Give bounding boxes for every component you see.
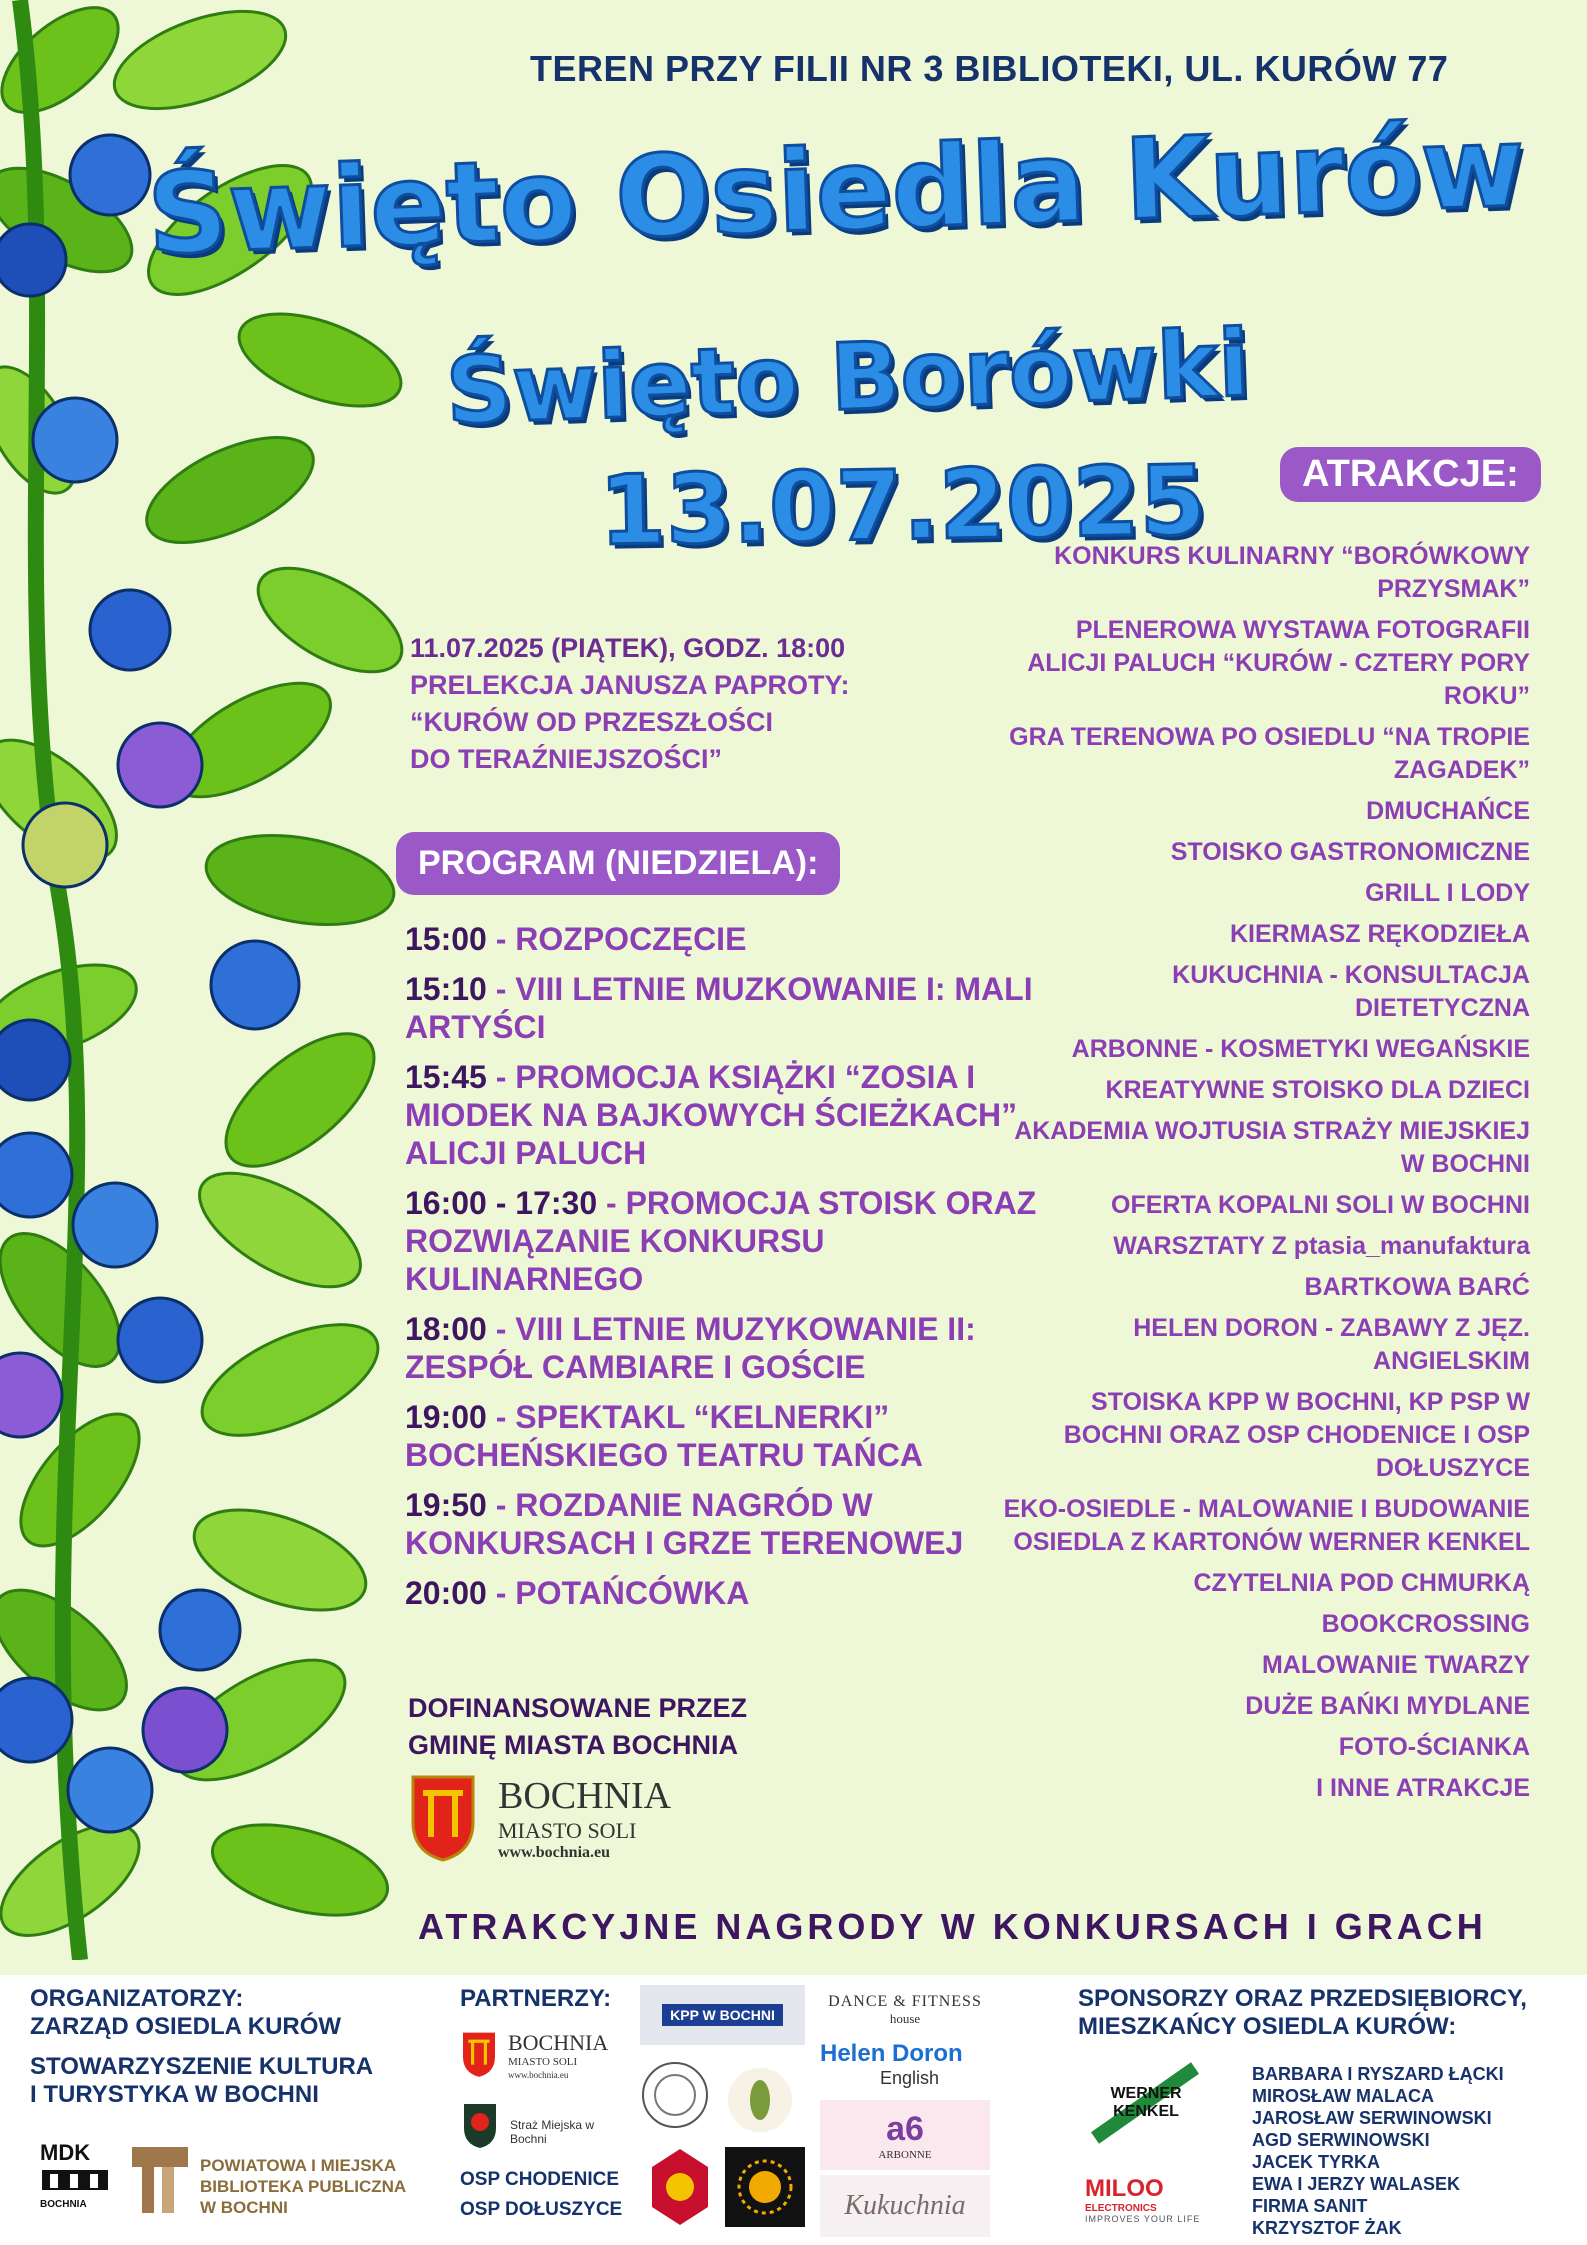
- sponsor-name: BARBARA I RYSZARD ŁĄCKI: [1252, 2064, 1504, 2084]
- program-text: - ROZDANIE NAGRÓD W KONKURSACH I GRZE TERENOWEJ: [405, 1487, 964, 1561]
- organizer-name: ZARZĄD OSIEDLA KURÓW: [30, 2013, 342, 2040]
- program-time: 15:10: [405, 971, 487, 1007]
- funding-note: [408, 1690, 747, 1764]
- program-time: 20:00: [405, 1575, 487, 1611]
- organizers-block: [30, 1985, 373, 2109]
- venue-address: TEREN PRZY FILII NR 3 BIBLIOTEKI, UL. KURÓW 77: [530, 48, 1449, 89]
- program-item: [405, 1574, 1045, 1612]
- program-item: [405, 1486, 1045, 1562]
- osp-name: OSP DOŁUSZYCE: [460, 2199, 623, 2220]
- attraction-item: BARTKOWA BARĆ: [1304, 1273, 1530, 1301]
- attraction-item: I INNE ATRAKCJE: [1316, 1774, 1530, 1802]
- event-title: Święto Osiedla Kurów: [145, 102, 1527, 280]
- partner-bochnia-logo: [460, 2030, 630, 2085]
- attraction-item: AKADEMIA WOJTUSIA STRAŻY MIEJSKIEJ W BOCHNI: [1014, 1117, 1530, 1178]
- kukuchnia-name: Kukuchnia: [844, 2190, 966, 2221]
- attraction-item: KONKURS KULINARNY “BORÓWKOWY PRZYSMAK”: [1054, 542, 1530, 603]
- sponsors-heading-line: SPONSORZY ORAZ PRZEDSIĘBIORCY,: [1078, 1985, 1527, 2012]
- dance-fitness-logo: [820, 1993, 990, 2027]
- dance-fitness-sub: house: [889, 2011, 921, 2026]
- dance-fitness-name: DANCE & FITNESS: [828, 1993, 982, 2010]
- program-item: [405, 1184, 1045, 1298]
- organizer-name: STOWARZYSZENIE KULTURA: [30, 2053, 374, 2080]
- program-text: - PROMOCJA KSIĄŻKI “ZOSIA I MIODEK NA BAJKOWYCH ŚCIEŻKACH” ALICJI PALUCH: [405, 1059, 1018, 1171]
- program-time: 15:45: [405, 1059, 487, 1095]
- sponsor-name: JAROSŁAW SERWINOWSKI: [1252, 2108, 1492, 2128]
- sponsor-name: MIROSŁAW MALACA: [1252, 2086, 1434, 2106]
- partner-bochnia-name: BOCHNIA: [508, 2030, 609, 2055]
- attraction-item: EKO-OSIEDLE - MALOWANIE I BUDOWANIE OSIEDLA Z KARTONÓW WERNER KENKEL: [1003, 1495, 1530, 1556]
- arbonne-logo: [820, 2100, 990, 2170]
- sponsors-heading-line: MIESZKAŃCY OSIEDLA KURÓW:: [1078, 2013, 1457, 2040]
- library-logo-icon: [130, 2145, 190, 2215]
- attraction-item: PLENEROWA WYSTAWA FOTOGRAFII ALICJI PALUCH “KURÓW - CZTERY PORY ROKU”: [1027, 616, 1530, 710]
- program-text: - PROMOCJA STOISK ORAZ ROZWIĄZANIE KONKURSU KULINARNEGO: [405, 1185, 1037, 1297]
- partner-bochnia-url: www.bochnia.eu: [508, 2070, 569, 2080]
- prizes-banner: ATRAKCYJNE NAGRODY W KONKURSACH I GRACH: [418, 1906, 1487, 1947]
- attraction-item: HELEN DORON - ZABAWY Z JĘZ. ANGIELSKIM: [1133, 1314, 1530, 1375]
- osp-name: OSP CHODENICE: [460, 2169, 620, 2190]
- osp-block: [460, 2165, 622, 2225]
- attraction-item: STOISKA KPP W BOCHNI, KP PSP W BOCHNI ORAZ OSP CHODENICE I OSP DOŁUSZYCE: [1063, 1388, 1530, 1482]
- arbonne-mark: a6: [886, 2109, 924, 2148]
- attractions-list: [1000, 540, 1530, 1813]
- prelude-date: 11.07.2025 (PIĄTEK), GODZ. 18:00: [410, 633, 846, 663]
- bochnia-crest-icon: [408, 1772, 478, 1862]
- program-text: - VIII LETNIE MUZKOWANIE I: MALI ARTYŚCI: [405, 971, 1033, 1045]
- psp-fire-emblem-icon: [648, 2147, 712, 2227]
- helen-doron-sub: English: [880, 2068, 940, 2088]
- program-item: [405, 1398, 1045, 1474]
- attraction-item: KIERMASZ RĘKODZIEŁA: [1230, 920, 1530, 948]
- program-list: [405, 920, 1045, 1624]
- miloo-tagline: IMPROVES YOUR LIFE: [1085, 2214, 1201, 2224]
- partner-bochnia-sub: MIASTO SOLI: [508, 2056, 578, 2068]
- miloo-sub: ELECTRONICS: [1085, 2203, 1157, 2214]
- footer: [0, 1975, 1587, 2245]
- program-time: 19:00: [405, 1399, 487, 1435]
- program-time: 19:50: [405, 1487, 487, 1523]
- attraction-item: WARSZTATY Z ptasia_manufaktura: [1113, 1232, 1530, 1260]
- werner-kenkel-name: WERNER KENKEL: [1110, 2085, 1182, 2120]
- mdk-logo-sub: BOCHNIA: [40, 2199, 87, 2210]
- attraction-item: FOTO-ŚCIANKA: [1338, 1733, 1530, 1761]
- mdk-building-icon: [40, 2166, 110, 2194]
- attraction-item: CZYTELNIA POD CHMURKĄ: [1193, 1569, 1530, 1597]
- attraction-item: BOOKCROSSING: [1321, 1610, 1530, 1638]
- kpp-logo: [640, 1985, 805, 2045]
- funding-line: DOFINANSOWANE PRZEZ: [408, 1693, 748, 1723]
- attraction-item: STOISKO GASTRONOMICZNE: [1170, 838, 1530, 866]
- sponsor-name: EWA I JERZY WALASEK: [1252, 2174, 1461, 2194]
- program-item: [405, 920, 1045, 958]
- event-subtitle: Święto Borówki: [444, 310, 1252, 445]
- program-text: - SPEKTAKL “KELNERKI” BOCHEŃSKIEGO TEATRU TAŃCA: [405, 1399, 923, 1473]
- sponsors-list: [1252, 2063, 1504, 2239]
- program-item: [405, 970, 1045, 1046]
- attraction-item: DUŻE BAŃKI MYDLANE: [1245, 1692, 1530, 1720]
- program-item: [405, 1310, 1045, 1386]
- bochnia-logo-sub: MIASTO SOLI: [498, 1818, 637, 1843]
- attraction-item: KREATYWNE STOISKO DLA DZIECI: [1105, 1076, 1530, 1104]
- werner-kenkel-logo: [1080, 2055, 1210, 2150]
- prelude-line: “KURÓW OD PRZESZŁOŚCI: [410, 707, 773, 737]
- mdk-logo-text: MDK: [40, 2140, 91, 2165]
- bochnia-logo: [408, 1772, 728, 1862]
- organizer-name: I TURYSTYKA W BOCHNI: [30, 2081, 319, 2108]
- program-heading: PROGRAM (NIEDZIELA):: [396, 832, 840, 895]
- attractions-heading: ATRAKCJE:: [1280, 447, 1541, 502]
- organizers-heading: ORGANIZATORZY:: [30, 1985, 244, 2012]
- prelude-block: [410, 630, 850, 778]
- library-line: POWIATOWA I MIEJSKA: [200, 2156, 397, 2175]
- blueberry-vine-illustration: [0, 0, 440, 1960]
- bochnia-logo-name: BOCHNIA: [498, 1775, 672, 1817]
- bartkowa-barc-logo: [725, 2147, 805, 2227]
- miloo-name: MILOO: [1085, 2175, 1164, 2202]
- kpp-text: KPP W BOCHNI: [662, 2004, 783, 2026]
- kp-psp-emblem-icon: [640, 2060, 710, 2130]
- funding-line: GMINĘ MIASTA BOCHNIA: [408, 1730, 738, 1760]
- program-time: 15:00: [405, 921, 487, 957]
- attraction-item: ARBONNE - KOSMETYKI WEGAŃSKIE: [1071, 1035, 1530, 1063]
- attraction-item: OFERTA KOPALNI SOLI W BOCHNI: [1111, 1191, 1530, 1219]
- library-line: BIBLIOTEKA PUBLICZNA: [200, 2177, 407, 2196]
- sponsor-name: FIRMA SANIT: [1252, 2196, 1368, 2216]
- sponsor-name: AGD SERWINOWSKI: [1252, 2130, 1430, 2150]
- program-item: [405, 1058, 1045, 1172]
- program-text: - POTAŃCÓWKA: [486, 1575, 750, 1611]
- prelude-line: DO TERAŹNIEJSZOŚCI”: [410, 744, 723, 774]
- leaf-icon: [725, 2065, 795, 2135]
- attraction-item: KUKUCHNIA - KONSULTACJA DIETETYCZNA: [1172, 961, 1530, 1022]
- bochnia-crest-icon: [460, 2030, 498, 2078]
- miloo-logo: [1085, 2175, 1225, 2224]
- ziolowa-logo: [720, 2060, 800, 2140]
- bochnia-logo-url: www.bochnia.eu: [498, 1844, 611, 1861]
- attraction-item: GRILL I LODY: [1365, 879, 1530, 907]
- library-line: W BOCHNI: [200, 2198, 288, 2217]
- attraction-item: GRA TERENOWA PO OSIEDLU “NA TROPIE ZAGADEK”: [1009, 723, 1530, 784]
- sponsors-heading: [1078, 1985, 1527, 2041]
- prelude-line: PRELEKCJA JANUSZA PAPROTY:: [410, 670, 850, 700]
- program-text: - VIII LETNIE MUZYKOWANIE II: ZESPÓŁ CAMBIARE I GOŚCIE: [405, 1311, 976, 1385]
- program-time: 16:00 - 17:30: [405, 1185, 598, 1221]
- straz-name: Straż Miejska w Bochni: [510, 2118, 595, 2146]
- sponsor-name: JACEK TYRKA: [1252, 2152, 1381, 2172]
- arbonne-name: ARBONNE: [878, 2148, 932, 2161]
- straz-logo: [460, 2100, 630, 2155]
- mdk-logo: [40, 2140, 120, 2210]
- helen-doron-logo: [820, 2040, 990, 2089]
- attraction-item: MALOWANIE TWARZY: [1261, 1651, 1530, 1679]
- kukuchnia-logo: [820, 2175, 990, 2237]
- helen-doron-name: Helen Doron: [820, 2040, 963, 2067]
- sun-icon: [735, 2157, 795, 2217]
- event-date: 13.07.2025: [598, 444, 1208, 567]
- program-text: - ROZPOCZĘCIE: [486, 921, 747, 957]
- sponsor-name: KRZYSZTOF ŻAK: [1252, 2218, 1402, 2238]
- straz-badge-icon: [460, 2100, 500, 2150]
- partners-heading: PARTNERZY:: [460, 1985, 612, 2012]
- library-name: [200, 2155, 406, 2218]
- attraction-item: DMUCHAŃCE: [1366, 797, 1530, 825]
- program-time: 18:00: [405, 1311, 487, 1347]
